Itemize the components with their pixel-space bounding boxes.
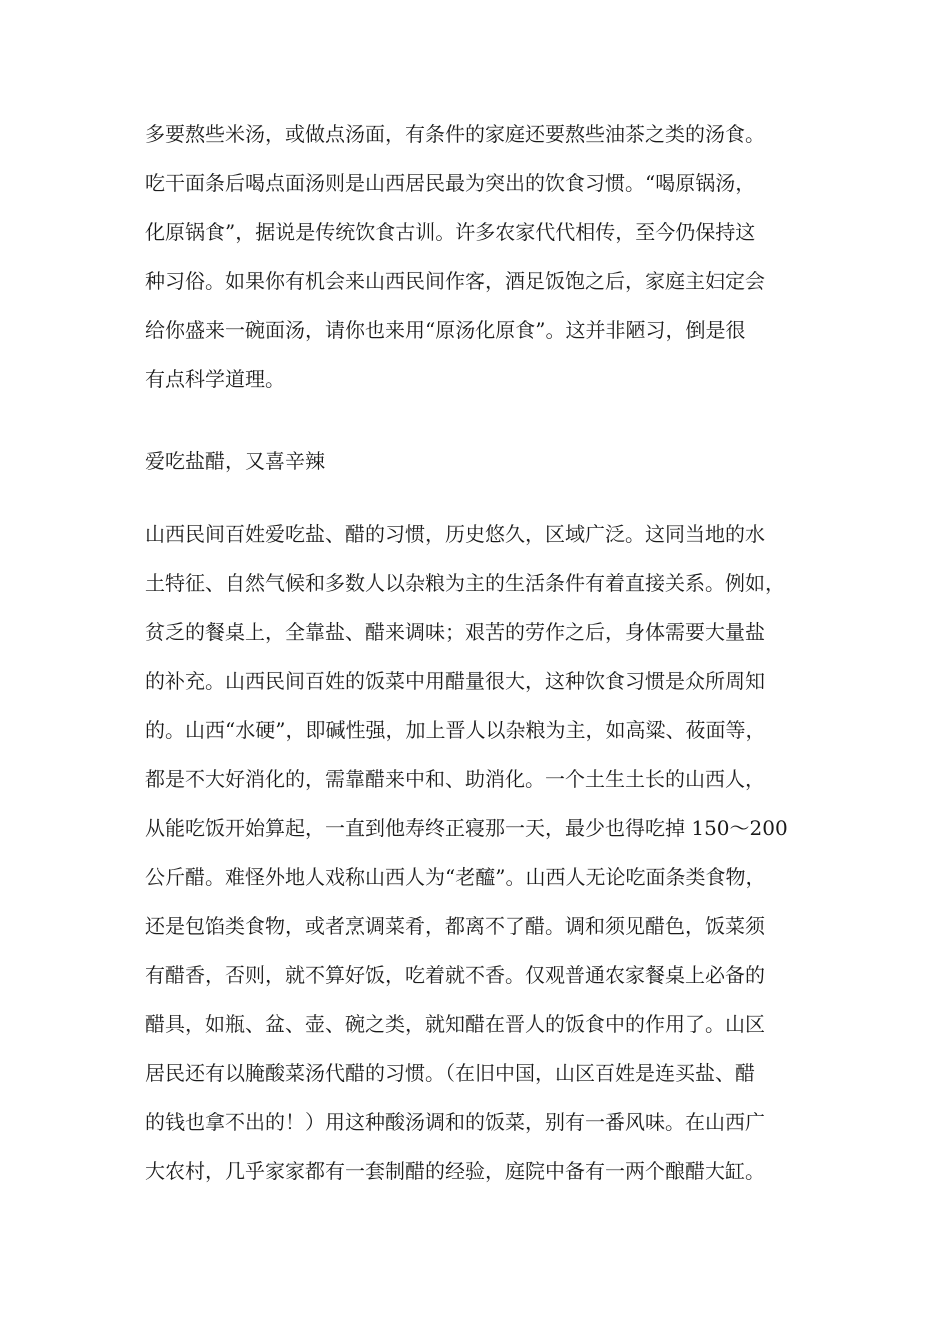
text-line: 的。山西“水硬”，即碱性强，加上晋人以杂粮为主，如高粱、莜面等， [145,718,766,742]
text-line: 居民还有以腌酸菜汤代醋的习惯。（在旧中国，山区百姓是连买盐、醋 [145,1061,755,1085]
text-line: 的补充。山西民间百姓的饭菜中用醋量很大，这种饮食习惯是众所周知 [145,669,765,693]
section-heading [145,437,815,486]
text-line: 的钱也拿不出的！）用这种酸汤调和的饭菜，别有一番风味。在山西广 [145,1110,765,1134]
text-line: 从能吃饭开始算起，一直到他寿终正寝那一天，最少也得吃掉 150～200 [145,816,788,840]
text-line: 吃干面条后喝点面汤则是山西居民最为突出的饮食习惯。“喝原锅汤， [145,171,756,195]
paragraph-salt-vinegar [145,510,815,1196]
text-line: 大农村，几乎家家都有一套制醋的经验，庭院中备有一两个酿醋大缸。 [145,1159,765,1183]
text-line: 有醋香，否则，就不算好饭，吃着就不香。仅观普通农家餐桌上必备的 [145,963,765,987]
text-line: 种习俗。如果你有机会来山西民间作客，酒足饭饱之后，家庭主妇定会 [145,269,765,293]
text-line: 公斤醋。难怪外地人戏称山西人为“老醯”。山西人无论吃面条类食物， [145,865,766,889]
text-line: 多要熬些米汤，或做点汤面，有条件的家庭还要熬些油茶之类的汤食。 [145,122,765,146]
text-line: 都是不大好消化的，需靠醋来中和、助消化。一个土生土长的山西人， [145,767,765,791]
text-line: 给你盛来一碗面汤，请你也来用“原汤化原食”。这并非陋习，倒是很 [145,318,746,342]
paragraph-soup-custom [145,110,815,404]
text-line: 有点科学道理。 [145,367,285,391]
text-line: 山西民间百姓爱吃盐、醋的习惯，历史悠久，区域广泛。这同当地的水 [145,522,765,546]
text-line: 醋具，如瓶、盆、壶、碗之类，就知醋在晋人的饭食中的作用了。山区 [145,1012,765,1036]
text-line: 还是包馅类食物，或者烹调菜肴，都离不了醋。调和须见醋色，饭菜须 [145,914,765,938]
text-line: 化原锅食”，据说是传统饮食古训。许多农家代代相传，至今仍保持这 [145,220,756,244]
text-line: 贫乏的餐桌上，全靠盐、醋来调味；艰苦的劳作之后，身体需要大量盐 [145,620,765,644]
section-heading-text: 爱吃盐醋，又喜辛辣 [145,449,325,473]
text-line: 土特征、自然气候和多数人以杂粮为主的生活条件有着直接关系。例如， [145,571,785,595]
